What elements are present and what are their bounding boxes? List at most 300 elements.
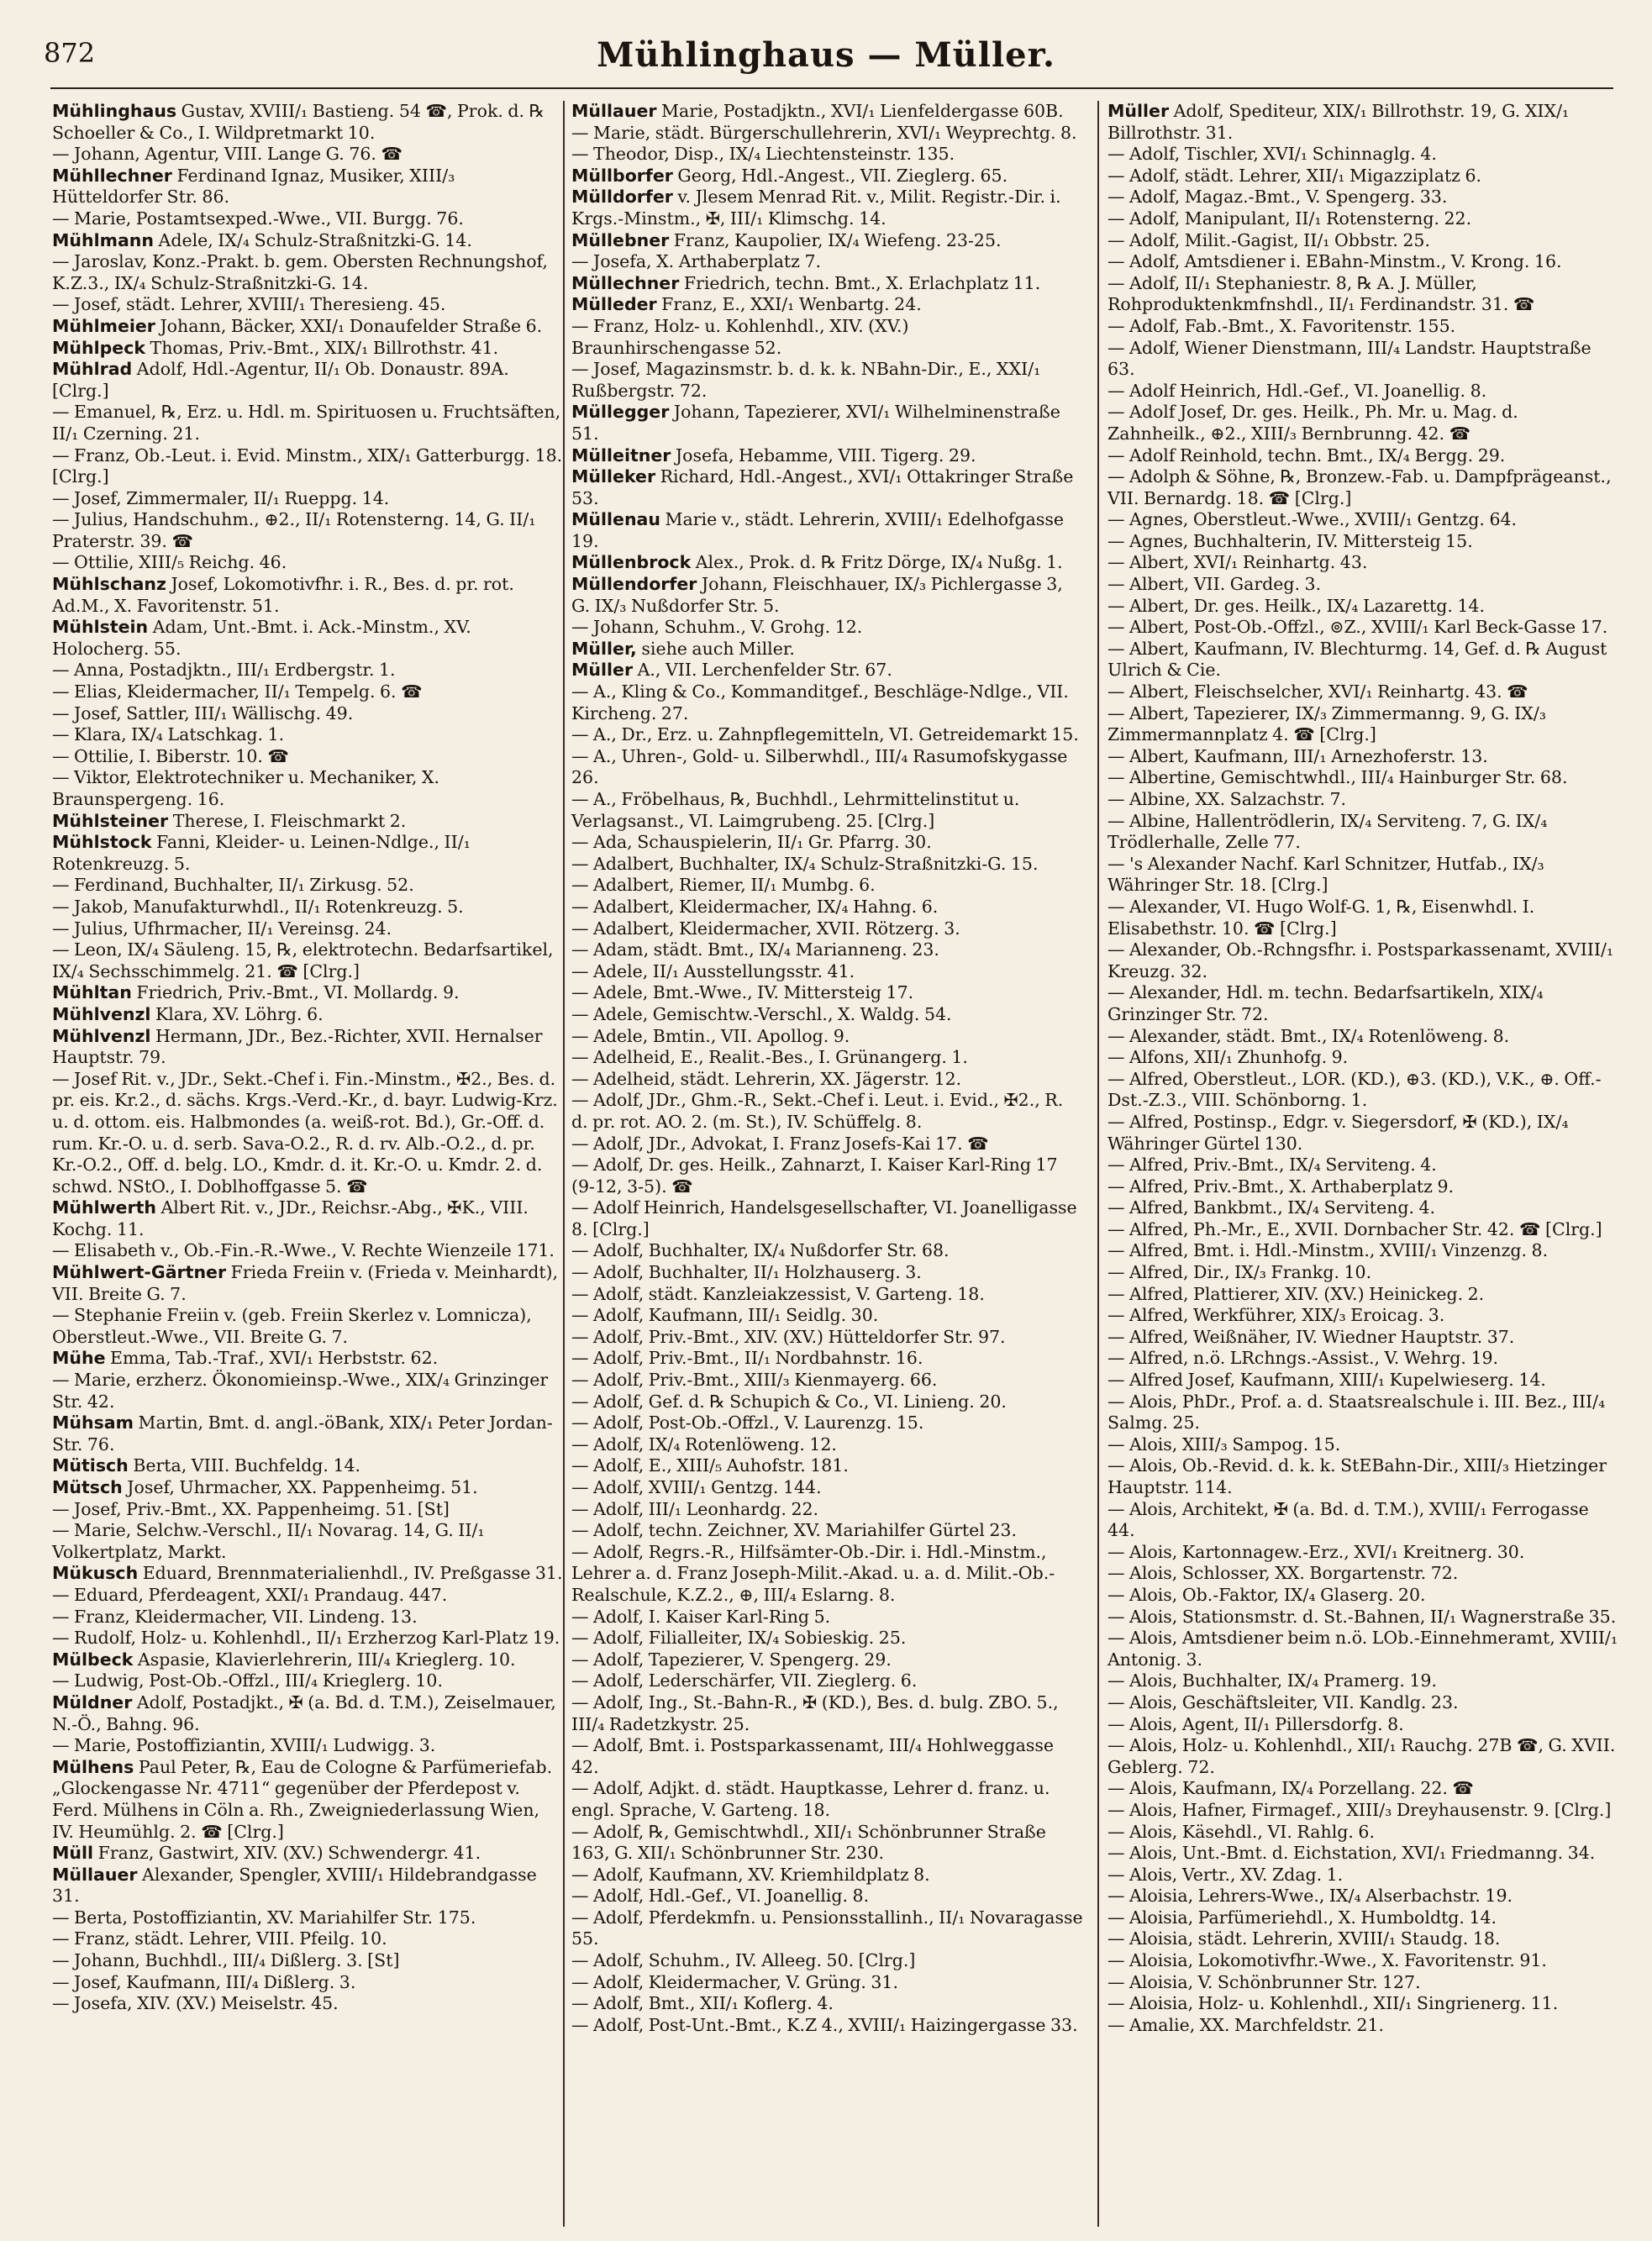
entry-surname: Mühlstock <box>52 832 152 853</box>
entry-text: — Alois, Kartonnagew.-Erz., XVI/₁ Kreitnerg. 30. <box>1107 1541 1525 1562</box>
directory-entry <box>571 166 1084 187</box>
directory-entry <box>571 552 1084 574</box>
directory-entry <box>1107 230 1620 252</box>
entry-text: — Josef, städt. Lehrer, XVIII/₁ Theresieng. 45. <box>52 294 446 315</box>
entry-text: — Adalbert, Kleidermacher, IX/₄ Hahng. 6. <box>571 896 939 917</box>
entry-text: — Elisabeth v., Ob.-Fin.-R.-Wwe., V. Rechte Wienzeile 171. <box>52 1240 555 1261</box>
entry-text: — Adolf, Hdl.-Gef., VI. Joanellig. 8. <box>571 1886 870 1907</box>
entry-text: — Josef, Sattler, III/₁ Wällischg. 49. <box>52 702 354 723</box>
entry-text: — Adolf, ℞, Gemischtwhdl., XII/₁ Schönbrunner Straße 163, G. XII/₁ Schönbrunner Str. 230. <box>571 1821 1046 1864</box>
entry-text: — Alois, Stationsmstr. d. St.-Bahnen, II/₁ Wagnerstraße 35. <box>1107 1606 1617 1627</box>
directory-entry <box>52 746 565 768</box>
directory-entry <box>571 144 1084 166</box>
entry-text: — Adam, städt. Bmt., IX/₄ Marianneng. 23. <box>571 939 939 960</box>
entry-text: — Adalbert, Kleidermacher, XVII. Rötzerg. 3. <box>571 918 960 939</box>
entry-surname: Mühlmeier <box>52 315 155 336</box>
directory-entry <box>571 1670 1084 1692</box>
entry-text: Adolf, Spediteur, XIX/₁ Billrothstr. 19, G. XIX/₁ Billrothstr. 31. <box>1107 101 1570 143</box>
directory-entry <box>52 897 565 918</box>
directory-entry <box>52 918 565 940</box>
directory-entry <box>571 854 1084 876</box>
directory-entry <box>571 1778 1084 1821</box>
directory-entry <box>571 1649 1084 1671</box>
entry-text: — Albert, XVI/₁ Reinhartg. 43. <box>1107 552 1368 573</box>
directory-entry <box>52 574 565 617</box>
entry-text: — Adolf, Adjkt. d. städt. Hauptkasse, Lehrer d. franz. u. engl. Sprache, V. Garteng. 18. <box>571 1778 1050 1820</box>
entry-surname: Müldner <box>52 1691 133 1712</box>
directory-entry <box>52 552 565 574</box>
entry-text: Marie v., städt. Lehrerin, XVIII/₁ Edelhofgasse 19. <box>571 509 1065 551</box>
entry-surname: Mühlvenzl <box>52 1003 151 1024</box>
directory-entry <box>52 230 565 252</box>
directory-entry <box>1107 767 1620 789</box>
entry-text: — Alois, PhDr., Prof. a. d. Staatsrealschule i. III. Bez., III/₄ Salmg. 25. <box>1107 1391 1606 1434</box>
entry-surname: Mühlstein <box>52 617 149 638</box>
entry-text: — Adolf Josef, Dr. ges. Heilk., Ph. Mr. u. Mag. d. Zahnheilk., ⊕2., XIII/₃ Bernbrunng. 42. ☎ <box>1107 402 1518 444</box>
entry-text: — Alfred, n.ö. LRchngs.-Assist., V. Wehrg. 19. <box>1107 1348 1499 1369</box>
directory-entry <box>1107 596 1620 618</box>
directory-entry <box>52 1240 565 1262</box>
entry-text: — Adolf, Tapezierer, V. Spengerg. 29. <box>571 1649 892 1670</box>
directory-entry <box>571 681 1084 724</box>
entry-text: — Alfred, Bankbmt., IX/₄ Serviteng. 4. <box>1107 1197 1436 1218</box>
entry-surname: Müllauer <box>571 101 657 121</box>
entry-text: Emma, Tab.-Traf., XVI/₁ Herbststr. 62. <box>110 1348 439 1369</box>
entry-text: — Adolf, städt. Kanzleiakzessist, V. Garteng. 18. <box>571 1283 985 1304</box>
entry-text: — Adolf, Schuhm., IV. Alleeg. 50. [Clrg.] <box>571 1950 916 1971</box>
entry-text: Alexander, Spengler, XVIII/₁ Hildebrandgasse 31. <box>52 1864 537 1907</box>
entry-text: — Alexander, städt. Bmt., IX/₄ Rotenlöweng. 8. <box>1107 1025 1510 1046</box>
directory-entry <box>52 1563 565 1585</box>
directory-entry <box>1107 1455 1620 1498</box>
entry-text: — Jaroslav, Konz.-Prakt. b. gem. Obersten Rechnungshof, K.Z.3., IX/₄ Schulz-Straßnitzki-G. 14. <box>52 251 548 293</box>
directory-entry <box>52 1520 565 1563</box>
entry-text: — 's Alexander Nachf. Karl Schnitzer, Hutfab., IX/₃ Währinger Str. 18. [Clrg.] <box>1107 853 1544 896</box>
entry-text: — Alois, Holz- u. Kohlenhdl., XII/₁ Rauchg. 27B ☎, G. XVII. Geblerg. 72. <box>1107 1735 1616 1777</box>
directory-entry <box>1107 1865 1620 1886</box>
entry-text: — Adolf, II/₁ Stephaniestr. 8, ℞ A. J. Müller, Rohproduktenkmfnshdl., II/₁ Ferdinandstr. 31. ☎ <box>1107 272 1535 315</box>
directory-entry <box>571 402 1084 445</box>
entry-text: — Aloisia, Lehrers-Wwe., IX/₄ Alserbachstr. 19. <box>1107 1886 1513 1907</box>
directory-entry <box>1107 1585 1620 1607</box>
directory-entry <box>52 144 565 166</box>
directory-entry <box>571 1026 1084 1048</box>
entry-text: — Albert, Dr. ges. Heilk., IX/₄ Lazarettg. 14. <box>1107 595 1485 616</box>
directory-entry <box>571 746 1084 789</box>
directory-entry <box>571 897 1084 918</box>
directory-entry <box>571 1370 1084 1391</box>
entry-text: — Aloisia, städt. Lehrerin, XVIII/₁ Staudg. 18. <box>1107 1928 1501 1949</box>
entry-text: — Alfred, Plattierer, XIV. (XV.) Heinickeg. 2. <box>1107 1283 1485 1304</box>
column-1 <box>52 101 565 2015</box>
directory-entry <box>1107 639 1620 681</box>
directory-entry <box>1107 1735 1620 1778</box>
directory-entry <box>1107 811 1620 854</box>
directory-entry <box>1107 1714 1620 1736</box>
column-divider <box>563 101 565 2227</box>
directory-entry <box>1107 381 1620 402</box>
entry-text: Paul Peter, ℞, Eau de Cologne & Parfümeriefab. „Glockengasse Nr. 4711“ gegenüber der Pferdepost v. Ferd. Mülhens in Cöln a. Rh., Zweigniederlassung Wien, IV. Heumühlg. 2. ☎ [Clrg.] <box>52 1756 553 1842</box>
entry-surname: Mühlschanz <box>52 574 166 595</box>
entry-surname: Mühlwerth <box>52 1197 156 1218</box>
entry-surname: Mülhens <box>52 1756 134 1777</box>
directory-entry <box>571 1284 1084 1306</box>
entry-text: — Alois, Agent, II/₁ Pillersdorfg. 8. <box>1107 1713 1404 1734</box>
entry-surname: Mütsch <box>52 1477 123 1497</box>
entry-text: — A., Kling & Co., Kommanditgef., Beschläge-Ndlge., VII. Kircheng. 27. <box>571 681 1069 723</box>
entry-surname: Müllegger <box>571 402 670 423</box>
entry-text: — Alfred, Postinsp., Edgr. v. Siegersdorf, ✠ (KD.), IX/₄ Währinger Gürtel 130. <box>1107 1111 1569 1154</box>
directory-entry <box>52 101 565 144</box>
entry-surname: Müller <box>571 660 634 681</box>
directory-entry <box>1107 1305 1620 1327</box>
entry-text: — Adolf, städt. Lehrer, XII/₁ Migazziplatz 6. <box>1107 165 1482 186</box>
directory-entry <box>52 724 565 746</box>
directory-entry <box>571 1692 1084 1735</box>
entry-text: — Alfred, Weißnäher, IV. Wiedner Hauptstr. 37. <box>1107 1326 1515 1347</box>
directory-entry <box>1107 1993 1620 2015</box>
directory-entry <box>1107 1026 1620 1048</box>
entry-text: — A., Dr., Erz. u. Zahnpflegemitteln, VI. Getreidemarkt 15. <box>571 724 1079 745</box>
directory-entry <box>571 230 1084 252</box>
entry-text: Friedrich, Priv.-Bmt., VI. Mollardg. 9. <box>136 982 460 1003</box>
directory-entry <box>571 1047 1084 1069</box>
entry-text: — Alois, Vertr., XV. Zdag. 1. <box>1107 1864 1344 1885</box>
entry-text: A., VII. Lerchenfelder Str. 67. <box>637 660 892 681</box>
entry-text: — Amalie, XX. Marchfeldstr. 21. <box>1107 2014 1385 2035</box>
entry-text: — Franz, städt. Lehrer, VIII. Pfeilg. 10. <box>52 1928 387 1949</box>
entry-text: — Alfred, Oberstleut., LOR. (KD.), ⊕3. (KD.), V.K., ⊕. Off.-Dst.-Z.3., VIII. Schönborng. 1. <box>1107 1068 1602 1111</box>
directory-entry <box>1107 445 1620 467</box>
entry-text: — Adolf, Priv.-Bmt., XIII/₃ Kienmayerg. 66. <box>571 1370 938 1391</box>
entry-text: — Adele, II/₁ Ausstellungsstr. 41. <box>571 960 855 981</box>
directory-entry <box>571 939 1084 961</box>
directory-entry <box>52 509 565 552</box>
entry-text: — Adalbert, Buchhalter, IX/₄ Schulz-Straßnitzki-G. 15. <box>571 853 1039 874</box>
entry-surname: Müllenau <box>571 509 660 530</box>
entry-text: — Adolf, Bmt. i. Postsparkassenamt, III/₄ Hohlweggasse 42. <box>571 1735 1055 1777</box>
directory-entry <box>1107 1069 1620 1112</box>
directory-entry <box>571 639 1084 660</box>
directory-entry <box>571 918 1084 940</box>
directory-entry <box>571 123 1084 145</box>
entry-text: Josef, Lokomotivfhr. i. R., Bes. d. pr. rot. Ad.M., X. Favoritenstr. 51. <box>52 574 514 616</box>
directory-entry <box>571 1069 1084 1091</box>
entry-text: — Adolf, Pferdekmfn. u. Pensionsstallinh., II/₁ Novaragasse 55. <box>571 1907 1083 1949</box>
entry-text: — Adolf, E., XIII/₅ Auhofstr. 181. <box>571 1455 849 1476</box>
directory-entry <box>571 1950 1084 1972</box>
entry-text: — Julius, Handschuhm., ⊕2., II/₁ Rotensterng. 14, G. II/₁ Praterstr. 39. ☎ <box>52 509 536 551</box>
directory-entry <box>571 1628 1084 1649</box>
directory-entry <box>1107 1327 1620 1349</box>
directory-entry <box>571 660 1084 681</box>
entry-text: — Adolf, Magaz.-Bmt., V. Spengerg. 33. <box>1107 187 1448 208</box>
directory-entry <box>52 767 565 810</box>
entry-text: — Johann, Agentur, VIII. Lange G. 76. ☎ <box>52 144 402 165</box>
entry-surname: Mühsam <box>52 1412 134 1434</box>
entry-text: — Anna, Postadjktn., III/₁ Erdbergstr. 1. <box>52 660 396 681</box>
entry-text: — Alois, Ob.-Faktor, IX/₄ Glaserg. 20. <box>1107 1584 1426 1605</box>
directory-entry <box>571 316 1084 359</box>
directory-entry <box>1107 1907 1620 1929</box>
directory-entry <box>52 832 565 875</box>
entry-text: — Alois, Unt.-Bmt. d. Eichstation, XVI/₁ Friedmanng. 34. <box>1107 1843 1596 1864</box>
directory-entry <box>52 982 565 1004</box>
directory-entry <box>571 1907 1084 1950</box>
directory-entry <box>1107 1778 1620 1800</box>
directory-entry <box>1107 1563 1620 1585</box>
directory-entry <box>1107 166 1620 187</box>
directory-entry <box>1107 746 1620 768</box>
directory-entry <box>52 1735 565 1757</box>
column-2 <box>571 101 1084 2036</box>
directory-entry <box>52 1628 565 1649</box>
entry-text: Franz, Kaupolier, IX/₄ Wiefeng. 23-25. <box>673 229 1002 250</box>
directory-entry <box>1107 1348 1620 1370</box>
directory-entry <box>571 1412 1084 1434</box>
entry-text: — Adele, Bmt.-Wwe., IV. Mittersteig 17. <box>571 982 914 1003</box>
entry-text: — Adolf, JDr., Ghm.-R., Sekt.-Chef i. Leut. i. Evid., ✠2., R. d. pr. rot. AO. 2. (m. St.), IV. Schüffelg. 8. <box>571 1090 1064 1132</box>
entry-surname: Müller <box>1107 101 1170 121</box>
entry-text: — Alois, Käsehdl., VI. Rahlg. 6. <box>1107 1821 1375 1842</box>
directory-entry <box>571 961 1084 983</box>
entry-text: — Alois, Hafner, Firmagef., XIII/₃ Dreyhausenstr. 9. [Clrg.] <box>1107 1799 1612 1820</box>
directory-entry <box>52 1004 565 1026</box>
entry-surname: Mühlmann <box>52 229 154 250</box>
directory-entry <box>1107 982 1620 1025</box>
entry-text: — Eduard, Pferdeagent, XXI/₁ Prandaug. 447. <box>52 1584 448 1605</box>
column-divider <box>1097 101 1099 2227</box>
entry-text: — Alois, Ob.-Revid. d. k. k. StEBahn-Dir., XIII/₃ Hietzinger Hauptstr. 114. <box>1107 1455 1607 1497</box>
entry-text: — Leon, IX/₄ Säuleng. 15, ℞, elektrotechn. Bedarfsartikel, IX/₄ Sechsschimmelg. 21. ☎ [Clrg.] <box>52 939 554 981</box>
directory-entry <box>52 1607 565 1628</box>
header-rule <box>50 87 1613 89</box>
entry-text: — Franz, Holz- u. Kohlenhdl., XIV. (XV.) Braunhirschengasse 52. <box>571 315 909 358</box>
directory-entry <box>1107 1197 1620 1219</box>
entry-text: Richard, Hdl.-Angest., XVI/₁ Ottakringer Straße 53. <box>571 466 1074 508</box>
directory-entry <box>1107 574 1620 596</box>
entry-text: — Adolf, Ing., St.-Bahn-R., ✠ (KD.), Bes. d. bulg. ZBO. 5., III/₄ Radetzkystr. 25. <box>571 1691 1059 1734</box>
directory-entry <box>1107 273 1620 316</box>
directory-entry <box>1107 897 1620 939</box>
entry-text: Georg, Hdl.-Angest., VII. Zieglerg. 65. <box>677 165 1008 186</box>
directory-entry <box>52 359 565 402</box>
entry-text: Therese, I. Fleischmarkt 2. <box>172 810 407 831</box>
entry-text: — Klara, IX/₄ Latschkag. 1. <box>52 724 285 745</box>
directory-entry <box>52 1649 565 1671</box>
directory-entry <box>571 1391 1084 1413</box>
entry-text: — Albertine, Gemischtwhdl., III/₄ Hainburger Str. 68. <box>1107 767 1568 788</box>
directory-entry <box>1107 1391 1620 1434</box>
directory-entry <box>52 1305 565 1348</box>
directory-entry <box>1107 1886 1620 1907</box>
directory-entry <box>1107 208 1620 230</box>
entry-text: Franz, E., XXI/₁ Wenbartg. 24. <box>661 294 922 315</box>
entry-text: — Albert, VII. Gardeg. 3. <box>1107 574 1322 595</box>
entry-text: — Adelheid, E., Realit.-Bes., I. Grünangerg. 1. <box>571 1047 968 1068</box>
entry-text: — Jakob, Manufakturwhdl., II/₁ Rotenkreuzg. 5. <box>52 896 464 917</box>
directory-entry <box>52 1370 565 1412</box>
entry-text: — Alfred Josef, Kaufmann, XIII/₁ Kupelwieserg. 14. <box>1107 1370 1546 1391</box>
directory-entry <box>1107 1822 1620 1844</box>
directory-entry <box>571 1735 1084 1778</box>
directory-entry <box>1107 1607 1620 1628</box>
directory-entry <box>52 208 565 230</box>
directory-entry <box>52 660 565 681</box>
entry-text: — Albert, Kaufmann, IV. Blechturmg. 14, Gef. d. ℞ August Ulrich & Cie. <box>1107 638 1607 681</box>
entry-text: — Johann, Buchhdl., III/₄ Dißlerg. 3. [St] <box>52 1950 400 1971</box>
directory-entry <box>1107 1670 1620 1692</box>
directory-entry <box>1107 939 1620 982</box>
directory-entry <box>571 1004 1084 1026</box>
entry-text: — Adolf, techn. Zeichner, XV. Mariahilfer Gürtel 23. <box>571 1520 1017 1541</box>
directory-entry <box>52 1907 565 1929</box>
directory-entry <box>1107 617 1620 639</box>
directory-entry <box>1107 681 1620 703</box>
directory-entry <box>52 488 565 510</box>
entry-text: — Adolf, JDr., Advokat, I. Franz Josefs-Kai 17. ☎ <box>571 1133 989 1154</box>
directory-entry <box>571 509 1084 552</box>
entry-text: Adele, IX/₄ Schulz-Straßnitzki-G. 14. <box>158 229 472 250</box>
directory-entry <box>1107 1047 1620 1069</box>
directory-entry <box>1107 1499 1620 1542</box>
directory-entry <box>1107 1542 1620 1564</box>
entry-text: — Aloisia, Holz- u. Kohlenhdl., XII/₁ Singrienerg. 11. <box>1107 1993 1559 2014</box>
entry-text: Alex., Prok. d. ℞ Fritz Dörge, IX/₄ Nußg. 1. <box>695 552 1063 573</box>
entry-text: — Theodor, Disp., IX/₄ Liechtensteinstr. 135. <box>571 144 955 165</box>
directory-entry <box>52 1972 565 1994</box>
directory-entry <box>1107 187 1620 208</box>
directory-entry <box>571 574 1084 617</box>
entry-text: — Ada, Schauspielerin, II/₁ Gr. Pfarrg. 30. <box>571 832 932 853</box>
directory-entry <box>1107 144 1620 166</box>
entry-text: — Alfred, Priv.-Bmt., X. Arthaberplatz 9. <box>1107 1176 1455 1197</box>
entry-text: — Adolf, Buchhalter, II/₁ Holzhauserg. 3. <box>571 1262 922 1283</box>
entry-text: — Alois, XIII/₃ Sampog. 15. <box>1107 1434 1341 1455</box>
directory-entry <box>52 1348 565 1370</box>
entry-text: — Josef, Zimmermaler, II/₁ Rueppg. 14. <box>52 487 390 508</box>
entry-text: v. Jlesem Menrad Rit. v., Milit. Registr.-Dir. i. Krgs.-Minstm., ✠, III/₁ Klimschg. 14. <box>571 187 1061 229</box>
entry-text: — Josefa, XIV. (XV.) Meiselstr. 45. <box>52 1993 339 2014</box>
directory-entry <box>1107 789 1620 811</box>
entry-text: — Adolf, Amtsdiener i. EBahn-Minstm., V. Krong. 16. <box>1107 251 1562 272</box>
directory-entry <box>571 1822 1084 1865</box>
entry-text: Franz, Gastwirt, XIV. (XV.) Schwendergr. 41. <box>97 1843 481 1864</box>
entry-text: — Adolf Reinhold, techn. Bmt., IX/₄ Bergg. 29. <box>1107 445 1506 466</box>
entry-surname: Mühlwert-Gärtner <box>52 1262 227 1283</box>
directory-entry <box>571 445 1084 467</box>
entry-surname: Mühllechner <box>52 165 172 186</box>
entry-surname: Müllendorfer <box>571 574 697 595</box>
entry-text: — Marie, städt. Bürgerschullehrerin, XVI/₁ Weyprechtg. 8. <box>571 122 1077 143</box>
entry-text: — Ludwig, Post-Ob.-Offzl., III/₄ Krieglerg. 10. <box>52 1670 443 1691</box>
entry-text: — Adele, Gemischtw.-Verschl., X. Waldg. 54. <box>571 1003 952 1024</box>
entry-text: Frieda Freiin v. (Frieda v. Meinhardt), VII. Breite G. 7. <box>52 1262 559 1304</box>
directory-entry <box>1107 531 1620 553</box>
entry-text: — A., Fröbelhaus, ℞, Buchhdl., Lehrmittelinstitut u. Verlagsanst., VI. Laimgrubeng. 25. [Clrg.] <box>571 789 1020 831</box>
entry-text: — Alfons, XII/₁ Zhunhofg. 9. <box>1107 1047 1349 1068</box>
entry-text: — Adolf, Kaufmann, III/₁ Seidlg. 30. <box>571 1305 879 1326</box>
directory-entry <box>52 681 565 703</box>
directory-entry <box>52 1843 565 1865</box>
directory-entry <box>571 1499 1084 1521</box>
entry-surname: Müll <box>52 1843 94 1864</box>
directory-entry <box>571 789 1084 832</box>
entry-text: — Ottilie, XIII/₅ Reichg. 46. <box>52 552 287 573</box>
entry-text: siehe auch Miller. <box>641 638 795 659</box>
entry-text: — Adolf, IX/₄ Rotenlöweng. 12. <box>571 1434 837 1455</box>
directory-entry <box>52 1670 565 1692</box>
entry-text: — Alois, Buchhalter, IX/₄ Pramerg. 19. <box>1107 1670 1437 1691</box>
directory-entry <box>571 273 1084 295</box>
directory-entry <box>571 1155 1084 1197</box>
entry-surname: Müller, <box>571 638 637 659</box>
directory-entry <box>1107 854 1620 897</box>
entry-text: Fanni, Kleider- u. Leinen-Ndlge., II/₁ Rotenkreuzg. 5. <box>52 832 471 874</box>
entry-text: — Elias, Kleidermacher, II/₁ Tempelg. 6. ☎ <box>52 681 423 702</box>
directory-entry <box>571 251 1084 273</box>
directory-entry <box>571 101 1084 123</box>
entry-text: — Berta, Postoffiziantin, XV. Mariahilfer Str. 175. <box>52 1907 476 1928</box>
entry-surname: Mülleitner <box>571 445 671 466</box>
entry-text: — Adolf, Priv.-Bmt., XIV. (XV.) Hütteldorfer Str. 97. <box>571 1326 1006 1347</box>
entry-text: Thomas, Priv.-Bmt., XIX/₁ Billrothstr. 41. <box>150 337 499 358</box>
directory-entry <box>1107 552 1620 574</box>
entry-text: Adolf, Hdl.-Agentur, II/₁ Ob. Donaustr. 89A. [Clrg.] <box>52 359 509 401</box>
directory-entry <box>52 617 565 660</box>
directory-entry <box>52 1026 565 1069</box>
entry-text: — Adolf Heinrich, Handelsgesellschafter, VI. Joanelligasse 8. [Clrg.] <box>571 1197 1077 1239</box>
entry-text: Albert Rit. v., JDr., Reichsr.-Abg., ✠K., VIII. Kochg. 11. <box>52 1197 529 1239</box>
entry-text: — Adolf, XVIII/₁ Gentzg. 144. <box>571 1477 822 1497</box>
directory-entry <box>571 1197 1084 1240</box>
entry-text: — Adolf, Milit.-Gagist, II/₁ Obbstr. 25. <box>1107 229 1430 250</box>
entry-surname: Müllborfer <box>571 165 673 186</box>
entry-text: — Marie, Selchw.-Verschl., II/₁ Novarag. 14, G. II/₁ Volkertplatz, Markt. <box>52 1520 485 1562</box>
entry-text: — Emanuel, ℞, Erz. u. Hdl. m. Spirituosen u. Fruchtsäften, II/₁ Czerning. 21. <box>52 402 561 444</box>
directory-entry <box>52 939 565 982</box>
entry-text: — Alfred, Dir., IX/₃ Frankg. 10. <box>1107 1262 1372 1283</box>
page-number: 872 <box>44 37 96 69</box>
directory-entry <box>1107 1240 1620 1262</box>
directory-entry <box>1107 1219 1620 1241</box>
entry-text: — Alois, Architekt, ✠ (a. Bd. d. T.M.), XVIII/₁ Ferrogasse 44. <box>1107 1498 1589 1541</box>
directory-entry <box>1107 2015 1620 2037</box>
entry-text: — Albert, Post-Ob.-Offzl., ⊚Z., XVIII/₁ Karl Beck-Gasse 17. <box>1107 617 1608 638</box>
directory-entry <box>571 1865 1084 1886</box>
directory-entry <box>52 1692 565 1735</box>
entry-text: — Adolf, Wiener Dienstmann, III/₄ Landstr. Hauptstraße 63. <box>1107 337 1591 380</box>
directory-entry <box>571 294 1084 316</box>
directory-entry <box>571 724 1084 746</box>
directory-entry <box>1107 1370 1620 1391</box>
directory-entry <box>1107 316 1620 338</box>
directory-entry <box>52 1865 565 1907</box>
entry-text: — Adele, Bmtin., VII. Apollog. 9. <box>571 1025 850 1046</box>
page-title: Mühlinghaus — Müller. <box>597 35 1055 75</box>
directory-entry <box>1107 1692 1620 1714</box>
entry-text: — Albert, Fleischselcher, XVI/₁ Reinhartg. 43. ☎ <box>1107 681 1528 702</box>
directory-entry <box>571 982 1084 1004</box>
directory-entry <box>571 1348 1084 1370</box>
entry-text: — Josef Rit. v., JDr., Sekt.-Chef i. Fin.-Minstm., ✠2., Bes. d. pr. eis. Kr.2., d. sächs. Krgs.-Verd.-Kr., d. bayr. Ludwig-Krz. u. d. ottom. eis. Halbmondes (a. weiß-rot. Bd.), Gr.-Off. d. rum. Kr.-O. u. d. serb. Sava-O.2., R. d. rv. Alb.-O.2., d. pr. Kr.-O.2., Off. d. belg. LO., Kmdr. d. it. Kr.-O. u. Kmdr. 2. d. schwd. NStO., I. Doblhoffgasse 5. ☎ <box>52 1068 558 1197</box>
directory-entry <box>52 1928 565 1950</box>
directory-entry <box>1107 1950 1620 1972</box>
entry-text: Johann, Tapezierer, XVI/₁ Wilhelminenstraße 51. <box>571 402 1060 444</box>
directory-entry <box>1107 251 1620 273</box>
directory-entry <box>571 359 1084 402</box>
entry-surname: Müllebner <box>571 229 670 250</box>
